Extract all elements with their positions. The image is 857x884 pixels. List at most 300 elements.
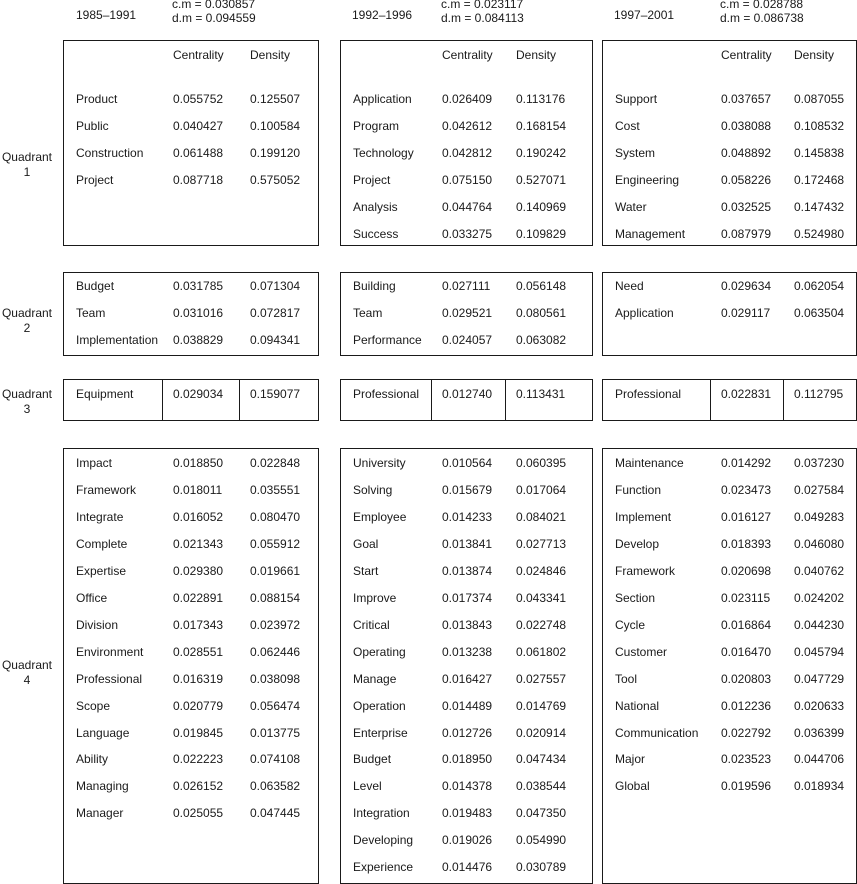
centrality-cell: 0.044764 bbox=[442, 199, 493, 214]
term-cell: Implementation bbox=[76, 332, 159, 347]
density-cell: 0.063582 bbox=[250, 779, 301, 794]
density-cell: 0.022848 bbox=[250, 456, 301, 470]
quadrant-2-period-3-table bbox=[602, 272, 857, 356]
quadrant-3-period-1-table bbox=[63, 379, 319, 421]
density-cell: 0.527071 bbox=[516, 172, 567, 187]
table-row bbox=[64, 779, 318, 797]
table-row bbox=[341, 618, 592, 636]
period-label-2: 1992–1996 bbox=[352, 8, 413, 22]
density-header: Density bbox=[250, 48, 291, 62]
table-row bbox=[341, 279, 592, 297]
centrality-cell: 0.018950 bbox=[442, 752, 493, 767]
term-cell: Manage bbox=[353, 671, 397, 686]
term-cell: Division bbox=[76, 617, 119, 632]
density-cell: 0.168154 bbox=[516, 118, 567, 133]
density-cell: 0.172468 bbox=[794, 172, 845, 187]
centrality-cell: 0.087718 bbox=[173, 172, 224, 187]
quadrant-4-period-3-table bbox=[602, 448, 857, 884]
term-cell: Impact bbox=[76, 456, 113, 470]
centrality-cell: 0.017343 bbox=[173, 617, 224, 632]
term-cell: Integrate bbox=[76, 509, 124, 524]
term-cell: Operating bbox=[353, 644, 406, 659]
table-row bbox=[603, 387, 856, 405]
table-row bbox=[603, 227, 856, 245]
term-cell: Critical bbox=[353, 617, 390, 632]
table-row bbox=[64, 564, 318, 582]
term-cell: Framework bbox=[615, 563, 676, 578]
centrality-cell: 0.019845 bbox=[173, 725, 224, 740]
centrality-cell: 0.025055 bbox=[173, 806, 224, 821]
density-cell: 0.014769 bbox=[516, 698, 567, 713]
term-cell: Application bbox=[353, 92, 412, 106]
term-cell: Professional bbox=[615, 387, 682, 401]
density-cell: 0.027713 bbox=[516, 536, 567, 551]
quadrant-2-period-2-table bbox=[340, 272, 593, 356]
table-row bbox=[341, 387, 592, 405]
period-stats-1 bbox=[172, 0, 256, 25]
centrality-header: Centrality bbox=[442, 48, 493, 62]
term-cell: Function bbox=[615, 482, 662, 497]
density-cell: 0.575052 bbox=[250, 172, 301, 187]
table-row bbox=[64, 279, 318, 297]
density-cell: 0.044230 bbox=[794, 617, 845, 632]
quadrant-3-period-2-table bbox=[340, 379, 593, 421]
density-cell: 0.047729 bbox=[794, 671, 845, 686]
term-cell: Success bbox=[353, 226, 399, 241]
centrality-cell: 0.016319 bbox=[173, 671, 224, 686]
centrality-cell: 0.031016 bbox=[173, 305, 224, 320]
centrality-cell: 0.022831 bbox=[721, 387, 772, 401]
centrality-cell: 0.026409 bbox=[442, 92, 493, 106]
term-cell: Team bbox=[353, 305, 383, 320]
centrality-cell: 0.014292 bbox=[721, 456, 772, 470]
density-cell: 0.036399 bbox=[794, 725, 845, 740]
density-cell: 0.020633 bbox=[794, 698, 845, 713]
term-cell: Major bbox=[615, 752, 646, 767]
centrality-cell: 0.016864 bbox=[721, 617, 772, 632]
table-row bbox=[341, 672, 592, 690]
table-row bbox=[603, 92, 856, 110]
term-cell: Experience bbox=[353, 860, 414, 875]
centrality-cell: 0.014378 bbox=[442, 779, 493, 794]
centrality-cell: 0.020698 bbox=[721, 563, 772, 578]
table-row bbox=[603, 699, 856, 717]
centrality-cell: 0.038829 bbox=[173, 332, 224, 347]
centrality-cell: 0.014476 bbox=[442, 860, 493, 875]
table-row bbox=[603, 726, 856, 744]
table-row bbox=[64, 672, 318, 690]
centrality-cell: 0.031785 bbox=[173, 279, 224, 293]
density-cell: 0.024846 bbox=[516, 563, 567, 578]
density-cell: 0.049283 bbox=[794, 509, 845, 524]
term-cell: Application bbox=[615, 305, 674, 320]
centrality-cell: 0.019483 bbox=[442, 806, 493, 821]
density-cell: 0.054990 bbox=[516, 833, 567, 848]
density-cell: 0.046080 bbox=[794, 536, 845, 551]
term-cell: Project bbox=[353, 172, 391, 187]
centrality-cell: 0.022223 bbox=[173, 752, 224, 767]
table-row bbox=[341, 146, 592, 164]
centrality-cell: 0.061488 bbox=[173, 145, 224, 160]
term-cell: Building bbox=[353, 279, 396, 293]
centrality-cell: 0.038088 bbox=[721, 118, 772, 133]
table-row bbox=[341, 333, 592, 351]
centrality-cell: 0.024057 bbox=[442, 332, 493, 347]
centrality-mean: c.m = 0.028788 bbox=[720, 0, 804, 11]
term-cell: Start bbox=[353, 563, 379, 578]
centrality-cell: 0.019026 bbox=[442, 833, 493, 848]
centrality-cell: 0.022792 bbox=[721, 725, 772, 740]
term-cell: Need bbox=[615, 279, 644, 293]
centrality-cell: 0.075150 bbox=[442, 172, 493, 187]
density-cell: 0.017064 bbox=[516, 482, 567, 497]
centrality-cell: 0.013238 bbox=[442, 644, 493, 659]
density-cell: 0.109829 bbox=[516, 226, 567, 241]
density-cell: 0.040762 bbox=[794, 563, 845, 578]
density-cell: 0.190242 bbox=[516, 145, 567, 160]
density-cell: 0.140969 bbox=[516, 199, 567, 214]
centrality-cell: 0.058226 bbox=[721, 172, 772, 187]
term-cell: Managing bbox=[76, 779, 129, 794]
density-cell: 0.080470 bbox=[250, 509, 301, 524]
table-row bbox=[64, 387, 318, 405]
density-cell: 0.199120 bbox=[250, 145, 301, 160]
density-cell: 0.047445 bbox=[250, 806, 301, 821]
centrality-cell: 0.013874 bbox=[442, 563, 493, 578]
density-cell: 0.147432 bbox=[794, 199, 845, 214]
term-cell: Office bbox=[76, 590, 108, 605]
table-row bbox=[341, 752, 592, 770]
term-cell: Budget bbox=[353, 752, 392, 767]
table-row bbox=[64, 146, 318, 164]
table-row bbox=[603, 483, 856, 501]
centrality-cell: 0.029634 bbox=[721, 279, 772, 293]
table-row bbox=[341, 173, 592, 191]
term-cell: Environment bbox=[76, 644, 144, 659]
density-cell: 0.113176 bbox=[516, 92, 566, 106]
centrality-cell: 0.037657 bbox=[721, 92, 772, 106]
table-row bbox=[341, 510, 592, 528]
centrality-cell: 0.012726 bbox=[442, 725, 493, 740]
term-cell: Project bbox=[76, 172, 114, 187]
quadrant-2-period-1-table bbox=[63, 272, 319, 356]
density-cell: 0.013775 bbox=[250, 725, 301, 740]
term-cell: Cycle bbox=[615, 617, 646, 632]
term-cell: Technology bbox=[353, 145, 414, 160]
centrality-cell: 0.042612 bbox=[442, 118, 493, 133]
centrality-cell: 0.033275 bbox=[442, 226, 493, 241]
table-row bbox=[603, 645, 856, 663]
period-label-3: 1997–2001 bbox=[614, 8, 675, 22]
table-row bbox=[341, 306, 592, 324]
density-cell: 0.044706 bbox=[794, 752, 845, 767]
term-cell: Performance bbox=[353, 332, 422, 347]
centrality-cell: 0.042812 bbox=[442, 145, 493, 160]
table-row bbox=[64, 333, 318, 351]
term-cell: Communication bbox=[615, 725, 699, 740]
term-cell: Analysis bbox=[353, 199, 398, 214]
term-cell: Professional bbox=[76, 671, 143, 686]
table-row bbox=[64, 119, 318, 137]
density-cell: 0.018934 bbox=[794, 779, 845, 794]
centrality-cell: 0.023473 bbox=[721, 482, 772, 497]
table-row bbox=[603, 672, 856, 690]
term-cell: Construction bbox=[76, 145, 144, 160]
centrality-cell: 0.012236 bbox=[721, 698, 772, 713]
term-cell: Framework bbox=[76, 482, 137, 497]
density-cell: 0.047350 bbox=[516, 806, 567, 821]
table-row bbox=[341, 537, 592, 555]
density-cell: 0.056148 bbox=[516, 279, 567, 293]
table-row bbox=[603, 537, 856, 555]
table-row bbox=[341, 699, 592, 717]
table-row bbox=[341, 564, 592, 582]
centrality-cell: 0.018393 bbox=[721, 536, 772, 551]
quadrant-4-label: Quadrant 4 bbox=[1, 658, 53, 687]
term-cell: Implement bbox=[615, 509, 672, 524]
density-cell: 0.084021 bbox=[516, 509, 567, 524]
quadrant-1-period-2-table bbox=[340, 40, 593, 246]
density-cell: 0.072817 bbox=[250, 305, 301, 320]
density-cell: 0.094341 bbox=[250, 332, 301, 347]
density-cell: 0.062446 bbox=[250, 644, 301, 659]
density-cell: 0.030789 bbox=[516, 860, 567, 875]
table-row bbox=[603, 779, 856, 797]
centrality-cell: 0.087979 bbox=[721, 226, 772, 241]
density-cell: 0.113431 bbox=[516, 387, 566, 401]
density-header: Density bbox=[794, 48, 835, 62]
centrality-header: Centrality bbox=[721, 48, 772, 62]
density-cell: 0.112795 bbox=[794, 387, 844, 401]
centrality-cell: 0.018850 bbox=[173, 456, 224, 470]
table-row bbox=[341, 92, 592, 110]
period-stats-2 bbox=[441, 0, 524, 25]
term-cell: Developing bbox=[353, 833, 414, 848]
term-cell: Maintenance bbox=[615, 456, 684, 470]
table-row bbox=[64, 726, 318, 744]
density-header: Density bbox=[516, 48, 557, 62]
centrality-cell: 0.014233 bbox=[442, 509, 493, 524]
centrality-cell: 0.023115 bbox=[721, 590, 771, 605]
centrality-cell: 0.029521 bbox=[442, 305, 493, 320]
centrality-cell: 0.013841 bbox=[442, 536, 493, 551]
density-cell: 0.062054 bbox=[794, 279, 845, 293]
term-cell: Level bbox=[353, 779, 382, 794]
quadrant-1-period-1-table bbox=[63, 40, 319, 246]
term-cell: Product bbox=[76, 92, 118, 106]
density-cell: 0.080561 bbox=[516, 305, 567, 320]
centrality-cell: 0.017374 bbox=[442, 590, 493, 605]
table-row bbox=[341, 645, 592, 663]
density-cell: 0.060395 bbox=[516, 456, 567, 470]
term-cell: Expertise bbox=[76, 563, 127, 578]
centrality-cell: 0.027111 bbox=[442, 279, 491, 293]
quadrant-4-period-2-table bbox=[340, 448, 593, 884]
table-row bbox=[64, 537, 318, 555]
term-cell: Support bbox=[615, 92, 658, 106]
centrality-cell: 0.029380 bbox=[173, 563, 224, 578]
density-cell: 0.145838 bbox=[794, 145, 845, 160]
quadrant-2-label: Quadrant 2 bbox=[1, 306, 53, 335]
density-cell: 0.055912 bbox=[250, 536, 301, 551]
table-row bbox=[603, 173, 856, 191]
table-row bbox=[64, 173, 318, 191]
centrality-cell: 0.032525 bbox=[721, 199, 772, 214]
term-cell: National bbox=[615, 698, 660, 713]
table-row bbox=[603, 306, 856, 324]
table-row bbox=[603, 279, 856, 297]
centrality-cell: 0.010564 bbox=[442, 456, 493, 470]
table-row bbox=[603, 119, 856, 137]
term-cell: Customer bbox=[615, 644, 668, 659]
centrality-cell: 0.020779 bbox=[173, 698, 224, 713]
term-cell: Complete bbox=[76, 536, 128, 551]
term-cell: Program bbox=[353, 118, 400, 133]
centrality-cell: 0.014489 bbox=[442, 698, 493, 713]
term-cell: University bbox=[353, 456, 406, 470]
density-cell: 0.063082 bbox=[516, 332, 567, 347]
density-cell: 0.088154 bbox=[250, 590, 301, 605]
centrality-cell: 0.021343 bbox=[173, 536, 224, 551]
table-row bbox=[603, 591, 856, 609]
table-row bbox=[341, 726, 592, 744]
density-cell: 0.087055 bbox=[794, 92, 845, 106]
centrality-mean: c.m = 0.030857 bbox=[172, 0, 256, 11]
density-cell: 0.056474 bbox=[250, 698, 301, 713]
table-row bbox=[64, 306, 318, 324]
density-cell: 0.037230 bbox=[794, 456, 845, 470]
centrality-cell: 0.023523 bbox=[721, 752, 772, 767]
centrality-cell: 0.026152 bbox=[173, 779, 224, 794]
term-cell: Employee bbox=[353, 509, 407, 524]
centrality-cell: 0.016127 bbox=[721, 509, 772, 524]
density-cell: 0.074108 bbox=[250, 752, 301, 767]
term-cell: Tool bbox=[615, 671, 638, 686]
density-cell: 0.035551 bbox=[250, 482, 301, 497]
centrality-header: Centrality bbox=[173, 48, 224, 62]
centrality-cell: 0.019596 bbox=[721, 779, 772, 794]
term-cell: Engineering bbox=[615, 172, 680, 187]
term-cell: Ability bbox=[76, 752, 109, 767]
period-label-1: 1985–1991 bbox=[76, 8, 137, 22]
centrality-cell: 0.013843 bbox=[442, 617, 493, 632]
density-cell: 0.159077 bbox=[250, 387, 301, 401]
term-cell: Scope bbox=[76, 698, 111, 713]
density-cell: 0.023972 bbox=[250, 617, 301, 632]
table-row bbox=[603, 200, 856, 218]
centrality-cell: 0.016052 bbox=[173, 509, 224, 524]
table-row bbox=[341, 833, 592, 851]
table-row bbox=[64, 591, 318, 609]
table-row bbox=[341, 227, 592, 245]
term-cell: Operation bbox=[353, 698, 406, 713]
term-cell: Enterprise bbox=[353, 725, 408, 740]
centrality-cell: 0.012740 bbox=[442, 387, 493, 401]
term-cell: System bbox=[615, 145, 656, 160]
density-mean: d.m = 0.086738 bbox=[720, 11, 804, 25]
centrality-cell: 0.029034 bbox=[173, 387, 224, 401]
table-row bbox=[64, 510, 318, 528]
term-cell: Management bbox=[615, 226, 686, 241]
table-row bbox=[64, 645, 318, 663]
term-cell: Solving bbox=[353, 482, 393, 497]
centrality-cell: 0.029117 bbox=[721, 305, 771, 320]
term-cell: Budget bbox=[76, 279, 115, 293]
density-cell: 0.038098 bbox=[250, 671, 301, 686]
term-cell: Language bbox=[76, 725, 130, 740]
term-cell: Goal bbox=[353, 536, 379, 551]
table-row bbox=[64, 752, 318, 770]
centrality-cell: 0.016470 bbox=[721, 644, 772, 659]
quadrant-3-period-3-table bbox=[602, 379, 857, 421]
term-cell: Global bbox=[615, 779, 650, 794]
table-row bbox=[603, 146, 856, 164]
quadrant-1-label: Quadrant 1 bbox=[1, 150, 53, 179]
term-cell: Water bbox=[615, 199, 647, 214]
table-row bbox=[603, 510, 856, 528]
table-row bbox=[64, 456, 318, 474]
centrality-cell: 0.040427 bbox=[173, 118, 224, 133]
density-cell: 0.125507 bbox=[250, 92, 301, 106]
centrality-mean: c.m = 0.023117 bbox=[441, 0, 524, 11]
table-row bbox=[341, 456, 592, 474]
table-row bbox=[341, 806, 592, 824]
quadrant-1-period-3-table bbox=[602, 40, 857, 246]
table-row bbox=[603, 618, 856, 636]
centrality-cell: 0.028551 bbox=[173, 644, 224, 659]
table-row bbox=[341, 779, 592, 797]
table-row bbox=[64, 806, 318, 824]
term-cell: Equipment bbox=[76, 387, 134, 401]
table-row bbox=[64, 483, 318, 501]
density-cell: 0.019661 bbox=[250, 563, 301, 578]
term-cell: Team bbox=[76, 305, 106, 320]
table-row bbox=[341, 591, 592, 609]
density-cell: 0.100584 bbox=[250, 118, 301, 133]
term-cell: Manager bbox=[76, 806, 124, 821]
table-row bbox=[341, 200, 592, 218]
term-cell: Cost bbox=[615, 118, 640, 133]
term-cell: Professional bbox=[353, 387, 420, 401]
centrality-cell: 0.048892 bbox=[721, 145, 772, 160]
centrality-cell: 0.022891 bbox=[173, 590, 224, 605]
table-row bbox=[603, 456, 856, 474]
table-row bbox=[603, 564, 856, 582]
density-cell: 0.063504 bbox=[794, 305, 845, 320]
density-mean: d.m = 0.084113 bbox=[441, 11, 524, 25]
table-row bbox=[341, 860, 592, 878]
density-cell: 0.043341 bbox=[516, 590, 567, 605]
term-cell: Section bbox=[615, 590, 656, 605]
centrality-cell: 0.020803 bbox=[721, 671, 772, 686]
table-row bbox=[64, 618, 318, 636]
term-cell: Develop bbox=[615, 536, 660, 551]
density-cell: 0.027584 bbox=[794, 482, 845, 497]
centrality-cell: 0.018011 bbox=[173, 482, 223, 497]
density-cell: 0.038544 bbox=[516, 779, 567, 794]
centrality-cell: 0.015679 bbox=[442, 482, 493, 497]
table-row bbox=[64, 699, 318, 717]
density-cell: 0.027557 bbox=[516, 671, 567, 686]
density-mean: d.m = 0.094559 bbox=[172, 11, 256, 25]
term-cell: Public bbox=[76, 118, 109, 133]
density-cell: 0.061802 bbox=[516, 644, 567, 659]
density-cell: 0.045794 bbox=[794, 644, 845, 659]
period-stats-3 bbox=[720, 0, 804, 25]
density-cell: 0.022748 bbox=[516, 617, 567, 632]
table-row bbox=[64, 92, 318, 110]
centrality-cell: 0.016427 bbox=[442, 671, 493, 686]
